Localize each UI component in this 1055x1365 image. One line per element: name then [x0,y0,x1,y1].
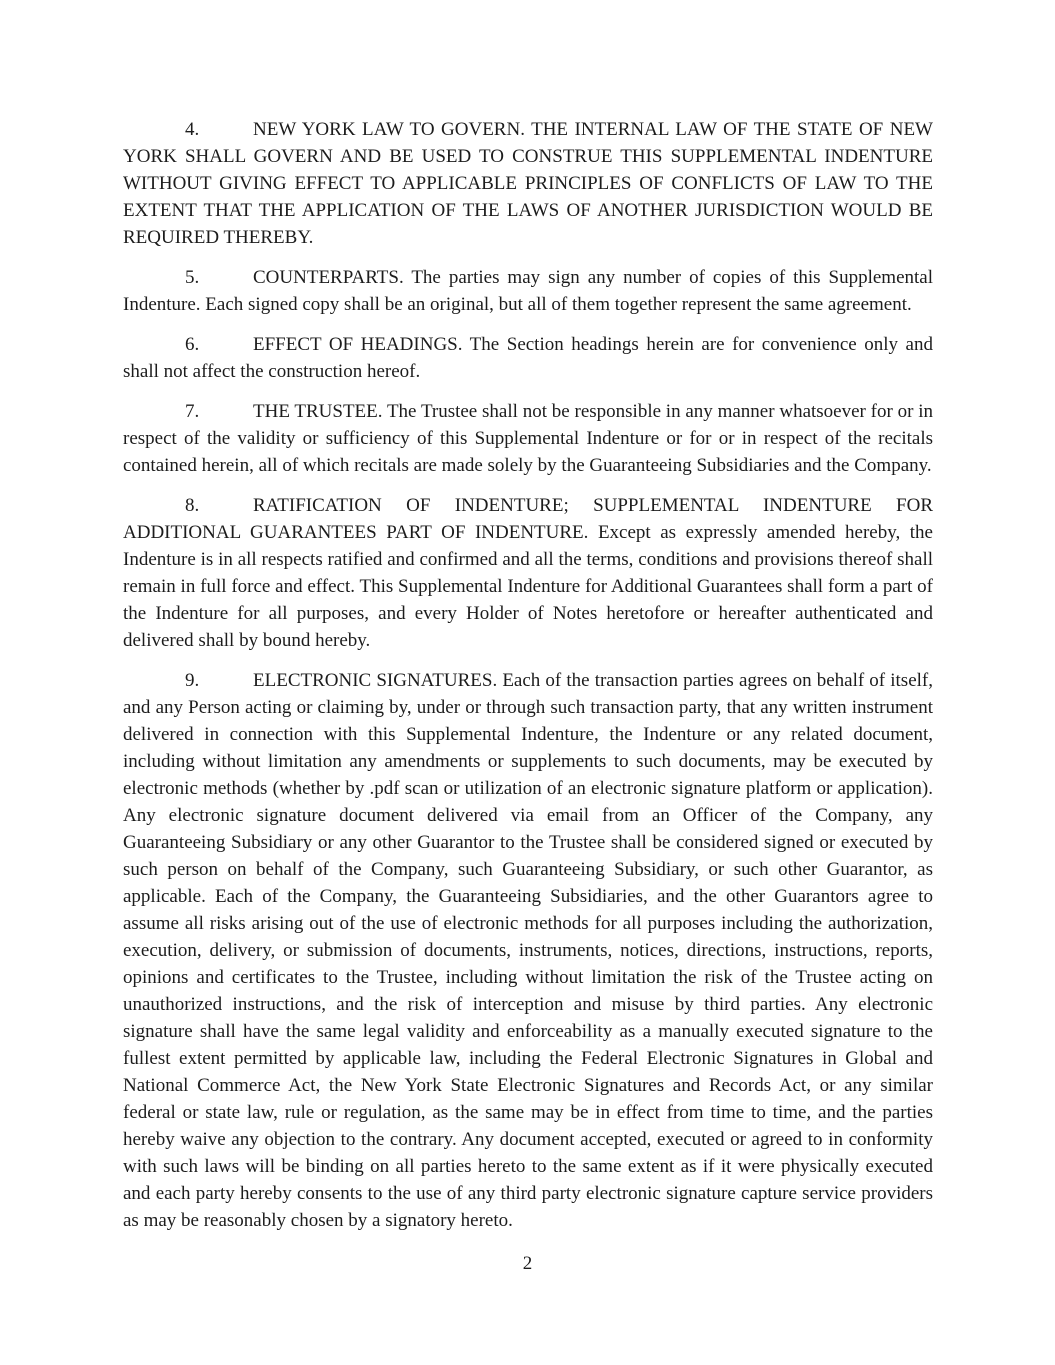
section-9-paragraph [123,667,933,1234]
section-9-number: 9. [185,670,200,691]
page-number: 2 [522,1253,533,1274]
section-4-paragraph [123,116,933,251]
document-body [123,116,933,1247]
section-8-text: RATIFICATION OF INDENTURE; SUPPLEMENTAL INDENTURE FOR ADDITIONAL GUARANTEES PART OF INDENTURE. Except as expressly amended hereby, the Indenture is in all respects ratified and confirmed and all the terms, conditions and provisions thereof shall remain in full force and effect. This Supplemental Indenture for Additional Guarantees shall form a part of the Indenture for all purposes, and every Holder of Notes heretofore or hereafter authenticated and delivered shall by bound hereby. [123,495,933,651]
section-4-number: 4. [185,119,200,140]
section-6-paragraph [123,331,933,385]
section-6-number: 6. [185,334,200,355]
section-7-paragraph [123,398,933,479]
section-7-text: THE TRUSTEE. The Trustee shall not be responsible in any manner whatsoever for or in respect of the validity or sufficiency of this Supplemental Indenture or for or in respect of the recitals contained herein, all of which recitals are made solely by the Guaranteeing Subsidiaries and the Company. [123,401,933,476]
section-7-number: 7. [185,401,200,422]
section-6-text: EFFECT OF HEADINGS. The Section headings herein are for convenience only and shall not affect the construction hereof. [123,334,933,382]
section-5-number: 5. [185,267,200,288]
section-4-text: NEW YORK LAW TO GOVERN. THE INTERNAL LAW OF THE STATE OF NEW YORK SHALL GOVERN AND BE USED TO CONSTRUE THIS SUPPLEMENTAL INDENTURE WITHOUT GIVING EFFECT TO APPLICABLE PRINCIPLES OF CONFLICTS OF LAW TO THE EXTENT THAT THE APPLICATION OF THE LAWS OF ANOTHER JURISDICTION WOULD BE REQUIRED THEREBY. [123,119,933,248]
section-8-number: 8. [185,495,200,516]
section-9-text: ELECTRONIC SIGNATURES. Each of the transaction parties agrees on behalf of itself, and any Person acting or claiming by, under or through such transaction party, that any written instrument delivered in connection with this Supplemental Indenture, the Indenture or any related document, including without limitation any amendments or supplements to such documents, may be executed by electronic methods (whether by .pdf scan or utilization of an electronic signature platform or application). Any electronic signature document delivered via email from an Officer of the Company, any Guaranteeing Subsidiary or any other Guarantor to the Trustee shall be considered signed or executed by such person on behalf of the Company, such Guaranteeing Subsidiary, or such other Guarantor, as applicable. Each of the Company, the Guaranteeing Subsidiaries, and the other Guarantors agree to assume all risks arising out of the use of electronic methods for all purposes including the authorization, execution, delivery, or submission of documents, instruments, notices, directions, instructions, reports, opinions and certificates to the Trustee, including without limitation the risk of the Trustee acting on unauthorized instructions, and the risk of interception and misuse by third parties. Any electronic signature shall have the same legal validity and enforceability as a manually executed signature to the fullest extent permitted by applicable law, including the Federal Electronic Signatures in Global and National Commerce Act, the New York State Electronic Signatures and Records Act, or any similar federal or state law, rule or regulation, as the same may be in effect from time to time, and the parties hereby waive any objection to the contrary. Any document accepted, executed or agreed to in conformity with such laws will be binding on all parties hereto to the same extent as if it were physically executed and each party hereby consents to the use of any third party electronic signature capture service providers as may be reasonably chosen by a signatory hereto. [123,670,933,1231]
section-8-paragraph [123,492,933,654]
section-5-paragraph [123,264,933,318]
section-5-text: COUNTERPARTS. The parties may sign any number of copies of this Supplemental Indenture. Each signed copy shall be an original, but all of them together represent the same agreement. [123,267,933,315]
